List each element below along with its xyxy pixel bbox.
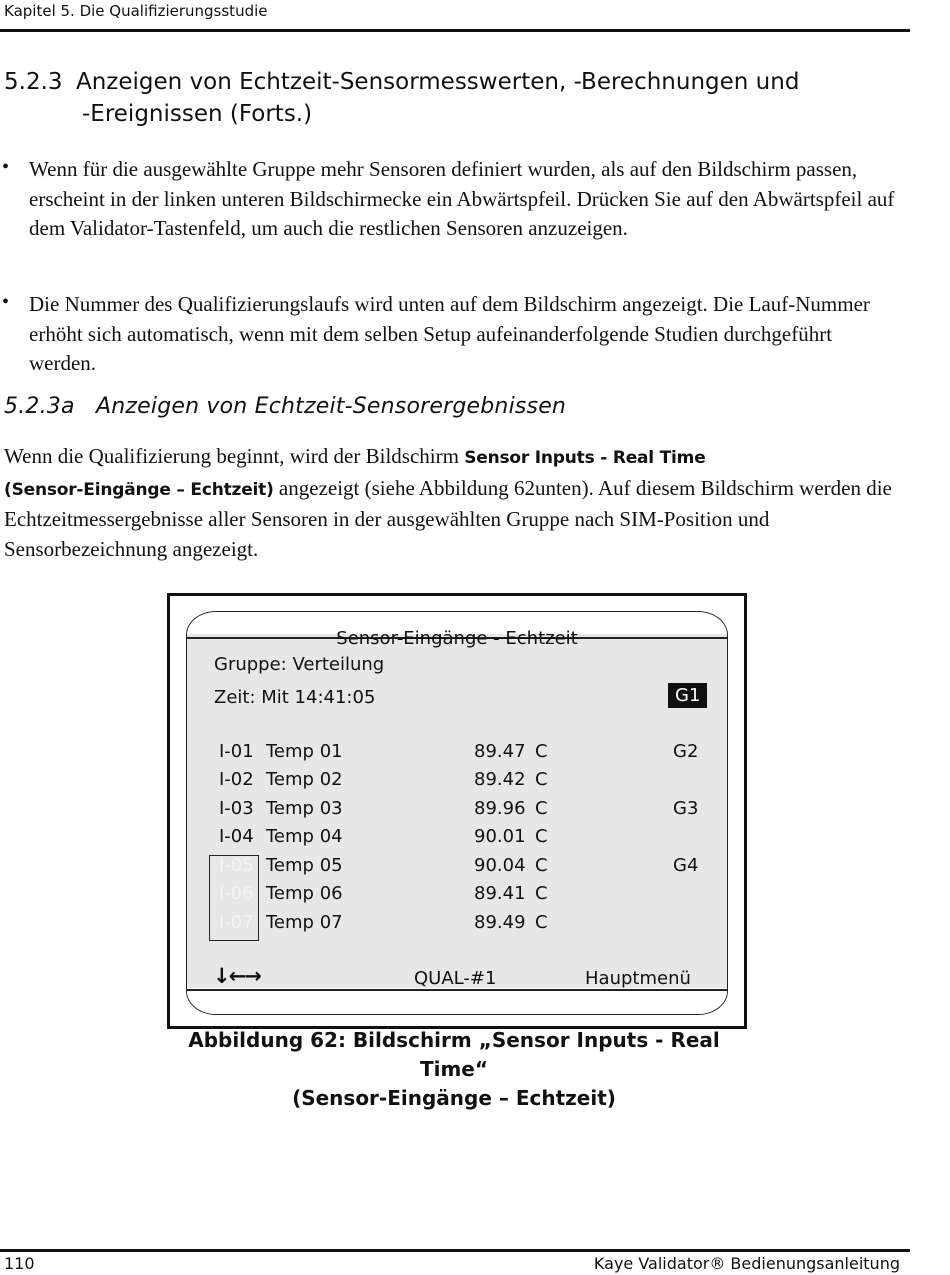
page-number: 110 [4,1254,35,1273]
sensor-id: I-04 [219,826,254,847]
sensor-name: Temp 06 [266,883,343,904]
run-number: QUAL-#1 [414,968,497,989]
bullet-text: Wenn für die ausgewählte Gruppe mehr Sensoren definiert wurden, als auf den Bildschirm passen, erscheint in der linken unteren Bildschirmecke ein Abwärtspfeil. Drücken Sie auf den Abwärtspfeil auf dem Validator-Tastenfeld, um auch die restlichen Sensoren anzuzeigen. [29,157,895,240]
section-title-line2: -Ereignissen (Forts.) [82,101,313,127]
sensor-value: 90.04 [474,855,526,876]
sensor-unit: C [535,883,548,904]
sensor-name: Temp 07 [266,912,343,933]
figure-caption [167,1026,741,1113]
sensor-id: I-03 [219,798,254,819]
header-rule [0,29,910,32]
caption-line1: Abbildung 62: Bildschirm „Sensor Inputs - Real Time“ [188,1028,720,1081]
sensor-name: Temp 04 [266,826,343,847]
bullet-item [0,290,900,382]
sensor-unit: C [535,769,548,790]
sensor-id: I-05 [219,855,254,876]
sensor-id: I-07 [219,912,254,933]
figure-frame [167,593,747,1029]
sensor-unit: C [535,855,548,876]
bullet-dot: • [2,291,10,313]
sensor-unit: C [535,912,548,933]
body-paragraph [4,442,904,564]
sensor-unit: C [535,826,548,847]
sensor-name: Temp 01 [266,741,343,762]
bullet-text: Die Nummer des Qualifizierungslaufs wird unten auf dem Bildschirm angezeigt. Die Lauf-Nummer erhöht sich automatisch, wenn mit dem selben Setup aufeinanderfolgende Studien durchgeführt werden. [29,292,870,375]
sensor-id: I-02 [219,769,254,790]
ui-term: Sensor Inputs - Real Time [464,448,706,468]
sensor-value: 89.41 [474,883,526,904]
screen-title: Sensor-Eingänge - Echtzeit [336,628,578,649]
sensor-id: I-01 [219,741,254,762]
section-title-line1: Anzeigen von Echtzeit-Sensormesswerten, -Berechnungen und [76,69,800,95]
footer-rule [0,1249,910,1252]
time-label: Zeit: Mit 14:41:05 [214,687,376,708]
bullet-item [0,155,900,275]
group-tab-g4[interactable]: G4 [673,855,699,876]
paragraph-text: Wenn die Qualifizierung beginnt, wird der Bildschirm [4,444,465,468]
sensor-name: Temp 02 [266,769,343,790]
group-tab-g1[interactable]: G1 [668,683,707,708]
sensor-value: 89.96 [474,798,526,819]
sensor-unit: C [535,741,548,762]
group-label: Gruppe: Verteilung [214,654,385,675]
paragraph-text: angezeigt (siehe Abbildung 62unten). Auf diesem Bildschirm werden die Echtzeitmessergebnisse aller Sensoren in der ausgewählten Gruppe nach SIM-Position und Sensorbezeichnung angezeigt. [4,475,892,561]
screen-bottom-band [187,988,727,1014]
caption-line2: (Sensor-Eingänge – Echtzeit) [292,1086,616,1110]
ui-term: (Sensor-Eingänge – Echtzeit) [4,479,274,500]
subsection-number: 5.2.3a [4,394,75,419]
subsection-title: Anzeigen von Echtzeit-Sensorergebnissen [96,394,567,419]
sensor-value: 89.47 [474,741,526,762]
main-menu-button[interactable]: Hauptmenü [585,968,691,989]
sensor-id: I-06 [219,883,254,904]
nav-arrows-icon[interactable]: ↓←→ [213,964,260,988]
sensor-value: 90.01 [474,826,526,847]
group-tab-g3[interactable]: G3 [673,798,699,819]
sensor-unit: C [535,798,548,819]
group-tab-g2[interactable]: G2 [673,741,699,762]
screen-bottom-line [187,989,727,991]
sensor-name: Temp 03 [266,798,343,819]
section-number: 5.2.3 [4,69,63,95]
sensor-name: Temp 05 [266,855,343,876]
manual-title: Kaye Validator® Bedienungsanleitung [593,1254,900,1273]
sensor-value: 89.42 [474,769,526,790]
sensor-value: 89.49 [474,912,526,933]
running-head: Kapitel 5. Die Qualifizierungsstudie [4,2,268,20]
bullet-dot: • [2,156,10,178]
validator-screen [186,611,728,1015]
